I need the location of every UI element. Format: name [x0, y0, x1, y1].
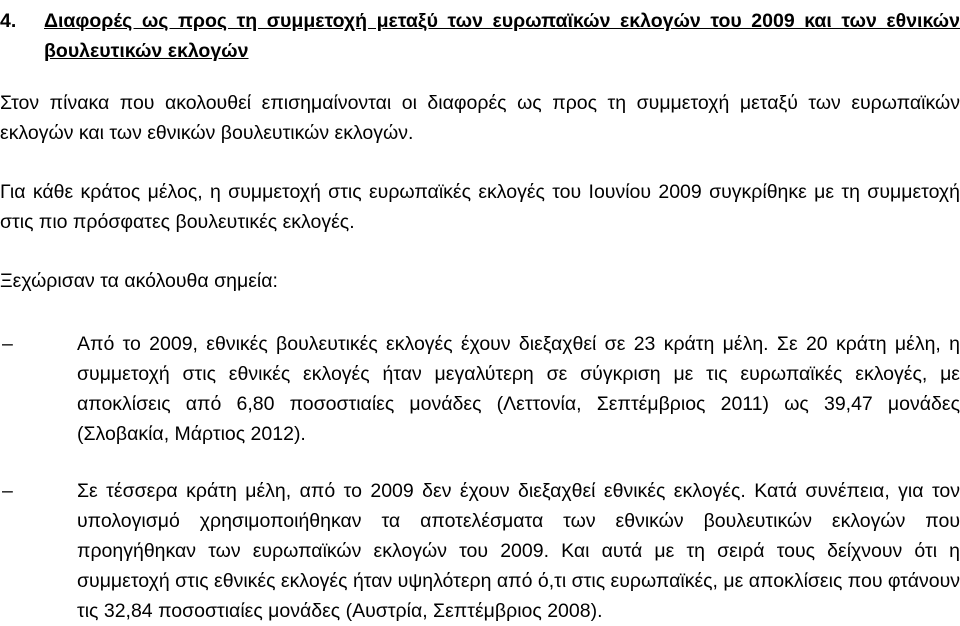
- bullet-dash: –: [2, 333, 13, 355]
- intro-paragraph: Στον πίνακα που ακολουθεί επισημαίνονται οι διαφορές ως προς τη συμμετοχή μεταξύ των ευρωπαϊκών εκλογών και των εθνικών βουλευτικών εκλογών.: [0, 92, 960, 144]
- bullet-dash: –: [2, 480, 13, 502]
- comparison-paragraph: Για κάθε κράτος μέλος, η συμμετοχή στις ευρωπαϊκές εκλογές του Ιουνίου 2009 συγκρίθηκε με τη συμμετοχή στις πιο πρόσφατες βουλευτικές εκλογές.: [0, 181, 960, 233]
- bullet-text: Σε τέσσερα κράτη μέλη, από το 2009 δεν έχουν διεξαχθεί εθνικές εκλογές. Κατά συνέπεια, για τον υπολογισμό χρησιμοποιήθηκαν τα αποτελέσματα των εθνικών βουλευτικών εκλογών που προηγήθηκαν των ευρωπαϊκών εκλογών του 2009. Και αυτά με τη σειρά τους δείχνουν ότι η συμμετοχή στις εθνικές εκλογές ήταν υψηλότερη από ό,τι στις ευρωπαϊκές, με αποκλίσεις που φτάνουν τις 32,84 ποσοστιαίες μονάδες (Αυστρία, Σεπτέμβριος 2008).: [77, 480, 960, 622]
- points-intro-paragraph: Ξεχώρισαν τα ακόλουθα σημεία:: [0, 270, 278, 292]
- bullet-text: Από το 2009, εθνικές βουλευτικές εκλογές έχουν διεξαχθεί σε 23 κράτη μέλη. Σε 20 κράτη μέλη, η συμμετοχή στις εθνικές εκλογές ήταν μεγαλύτερη σε σύγκριση με τις ευρωπαϊκές εκλογές, με αποκλίσεις από 6,80 ποσοστιαίες μονάδες (Λεττονία, Σεπτέμβριος 2011) ως 39,47 μονάδες (Σλοβακία, Μάρτιος 2012).: [77, 333, 960, 445]
- bullet-item: [0, 329, 960, 449]
- bullet-item: [0, 476, 960, 626]
- section-number: 4.: [0, 10, 17, 32]
- section-title: Διαφορές ως προς τη συμμετοχή μεταξύ των ευρωπαϊκών εκλογών του 2009 και των εθνικών βουλευτικών εκλογών: [44, 10, 960, 62]
- section-heading: [0, 6, 960, 66]
